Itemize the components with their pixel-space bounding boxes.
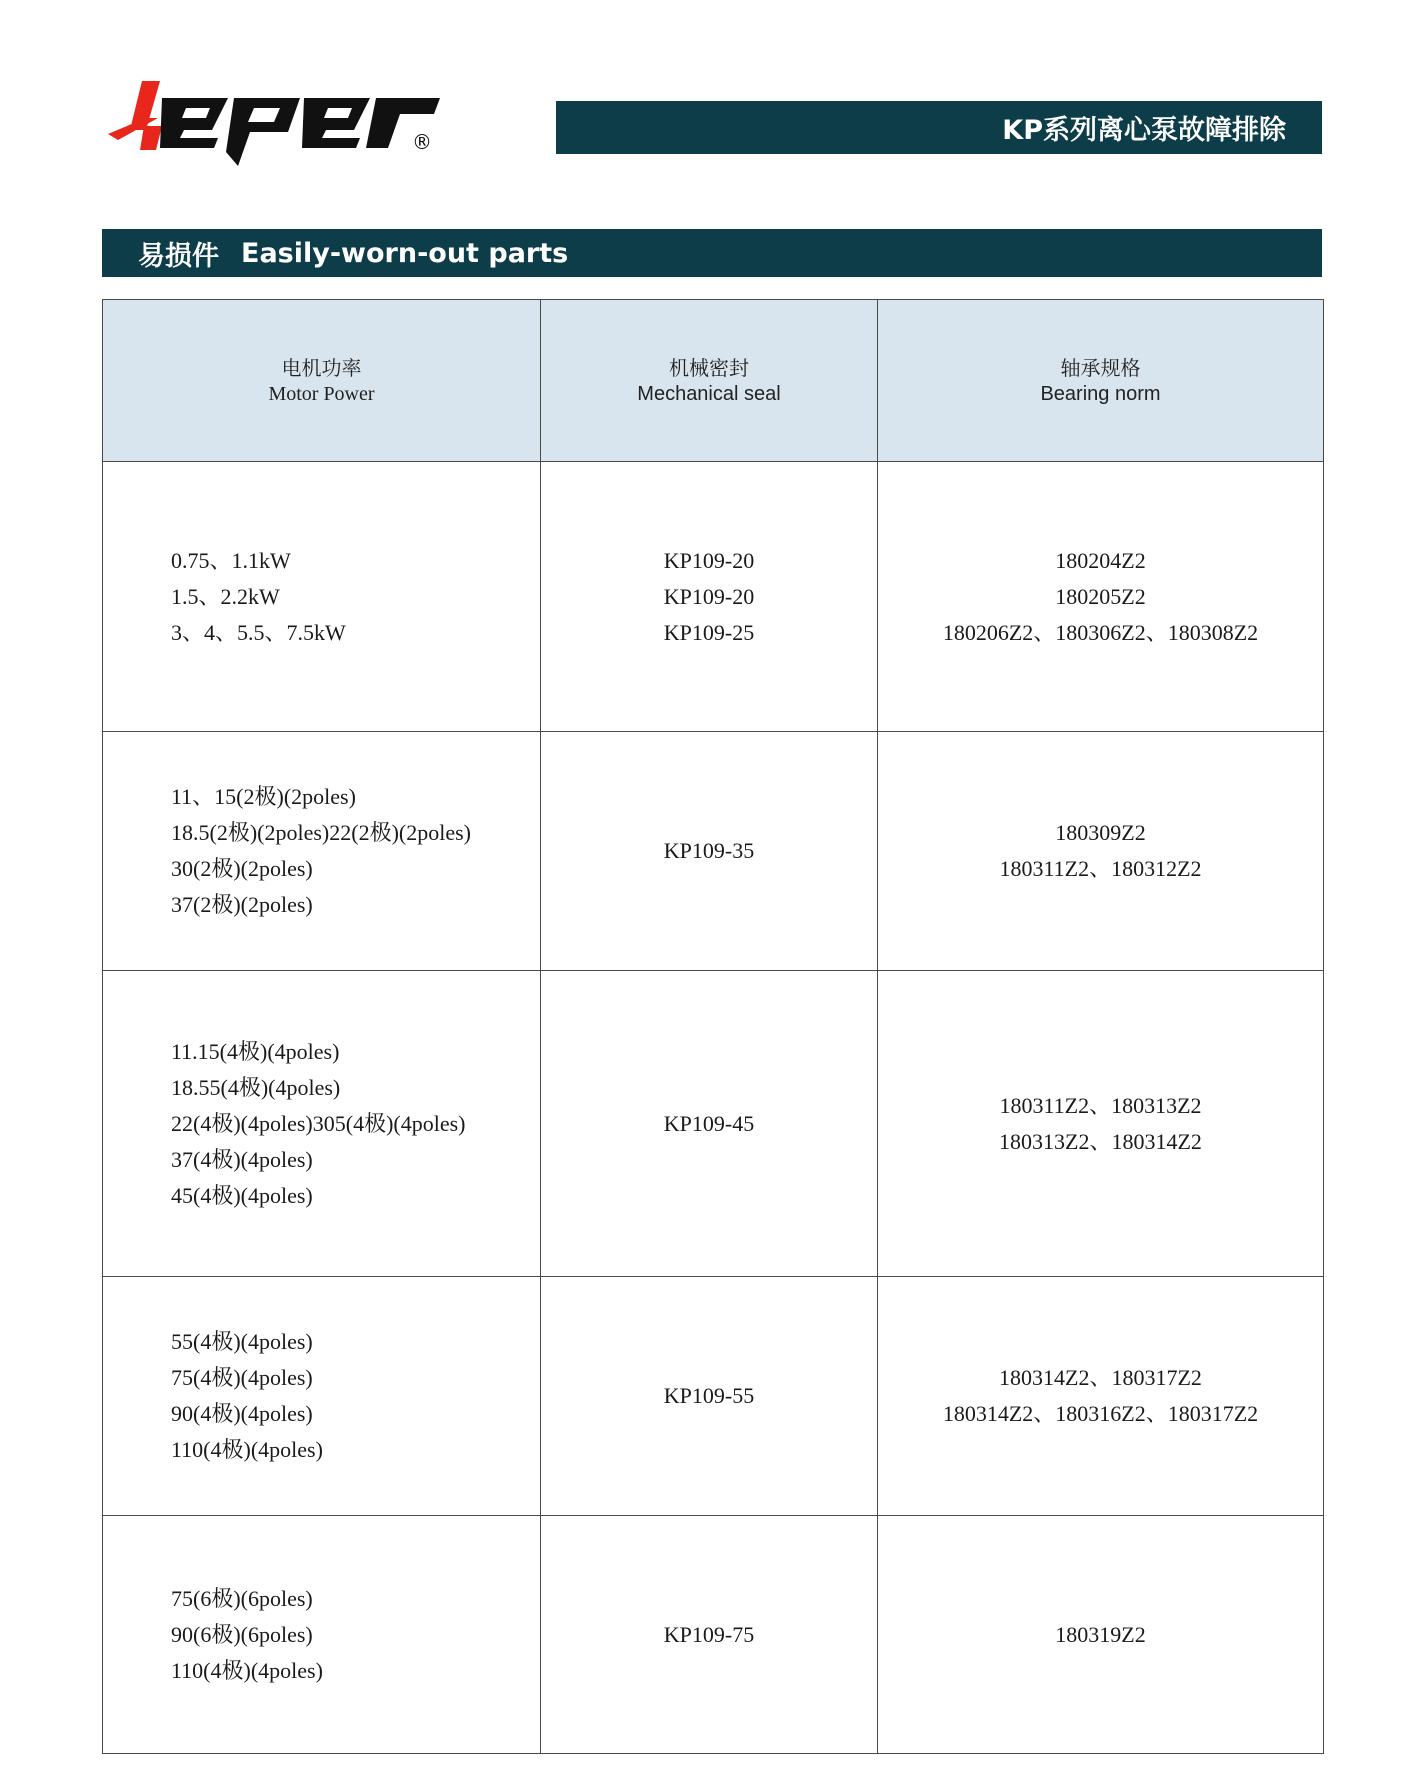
bearing-line: 180314Z2、180316Z2、180317Z2	[942, 1401, 1259, 1426]
cell-bearing-norm	[878, 1277, 1324, 1516]
seal-line: KP109-35	[663, 838, 755, 863]
seal-line: KP109-25	[663, 619, 755, 645]
power-line: 3、4、5.5、7.5kW	[171, 619, 346, 645]
power-line: 11.15(4极)(4poles)	[171, 1038, 340, 1064]
power-line: 30(2极)(2poles)	[171, 856, 313, 881]
bearing-line: 180205Z2	[1055, 583, 1146, 609]
header-title-bar	[556, 101, 1322, 154]
cell-mechanical-seal	[541, 1516, 878, 1754]
seal-line: KP109-20	[663, 583, 755, 609]
bearing-line: 180319Z2	[1055, 1621, 1146, 1647]
header-mechanical-seal	[541, 300, 878, 462]
seal-line: KP109-45	[663, 1110, 755, 1136]
power-line: 90(4极)(4poles)	[171, 1401, 313, 1426]
header-label-cn: 轴承规格	[1060, 355, 1141, 380]
table-row	[103, 971, 1324, 1277]
power-line: 37(4极)(4poles)	[171, 1146, 313, 1172]
power-line: 45(4极)(4poles)	[171, 1182, 313, 1208]
power-line: 18.5(2极)(2poles)22(2极)(2poles)	[171, 820, 471, 845]
header-label-en: Motor Power	[268, 382, 375, 405]
cell-mechanical-seal	[541, 971, 878, 1277]
table-row	[103, 462, 1324, 732]
header-bearing-norm	[878, 300, 1324, 462]
section-title-en: Easily-worn-out parts	[241, 237, 569, 269]
cell-motor-power	[103, 732, 541, 971]
bearing-line: 180311Z2、180313Z2	[999, 1092, 1202, 1118]
section-title-cn: 易损件	[138, 240, 219, 272]
power-line: 75(6极)(6poles)	[171, 1585, 313, 1611]
bearing-line: 180204Z2	[1055, 547, 1146, 573]
bearing-line: 180311Z2、180312Z2	[999, 856, 1202, 881]
header-label-cn: 电机功率	[281, 355, 362, 380]
power-line: 11、15(2极)(2poles)	[171, 784, 356, 809]
power-line: 18.55(4极)(4poles)	[171, 1074, 341, 1100]
cell-mechanical-seal	[541, 462, 878, 732]
cell-motor-power	[103, 462, 541, 732]
cell-motor-power	[103, 971, 541, 1277]
cell-motor-power	[103, 1277, 541, 1516]
cell-bearing-norm	[878, 462, 1324, 732]
cell-bearing-norm	[878, 971, 1324, 1277]
cell-mechanical-seal	[541, 732, 878, 971]
power-line: 90(6极)(6poles)	[171, 1621, 313, 1647]
power-line: 75(4极)(4poles)	[171, 1365, 313, 1390]
cell-bearing-norm	[878, 1516, 1324, 1754]
power-line: 110(4极)(4poles)	[171, 1437, 323, 1462]
header-label-en: Bearing norm	[1040, 382, 1161, 405]
table-row	[103, 1516, 1324, 1754]
power-line: 22(4极)(4poles)305(4极)(4poles)	[171, 1110, 466, 1136]
seal-line: KP109-75	[663, 1621, 755, 1647]
page-title: KP系列离心泵故障排除	[1002, 115, 1286, 146]
bearing-line: 180206Z2、180306Z2、180308Z2	[942, 619, 1259, 645]
header-label-en: Mechanical seal	[637, 382, 781, 405]
table-row	[103, 732, 1324, 971]
power-line: 110(4极)(4poles)	[171, 1657, 323, 1683]
keper-logo	[100, 78, 450, 178]
registered-mark: ®	[412, 130, 432, 154]
cell-mechanical-seal	[541, 1277, 878, 1516]
table-row	[103, 1277, 1324, 1516]
seal-line: KP109-55	[663, 1383, 755, 1408]
cell-motor-power	[103, 1516, 541, 1754]
bearing-line: 180313Z2、180314Z2	[999, 1128, 1202, 1154]
header-motor-power	[103, 300, 541, 462]
power-line: 1.5、2.2kW	[171, 583, 280, 609]
cell-bearing-norm	[878, 732, 1324, 971]
section-heading	[102, 229, 1322, 277]
bearing-line: 180309Z2	[1055, 820, 1146, 845]
header-label-cn: 机械密封	[669, 355, 749, 380]
power-line: 0.75、1.1kW	[171, 547, 291, 573]
power-line: 37(2极)(2poles)	[171, 892, 313, 917]
seal-line: KP109-20	[663, 547, 755, 573]
power-line: 55(4极)(4poles)	[171, 1329, 313, 1354]
parts-table	[102, 299, 1324, 1754]
table-header-row	[103, 300, 1324, 462]
bearing-line: 180314Z2、180317Z2	[999, 1365, 1202, 1390]
